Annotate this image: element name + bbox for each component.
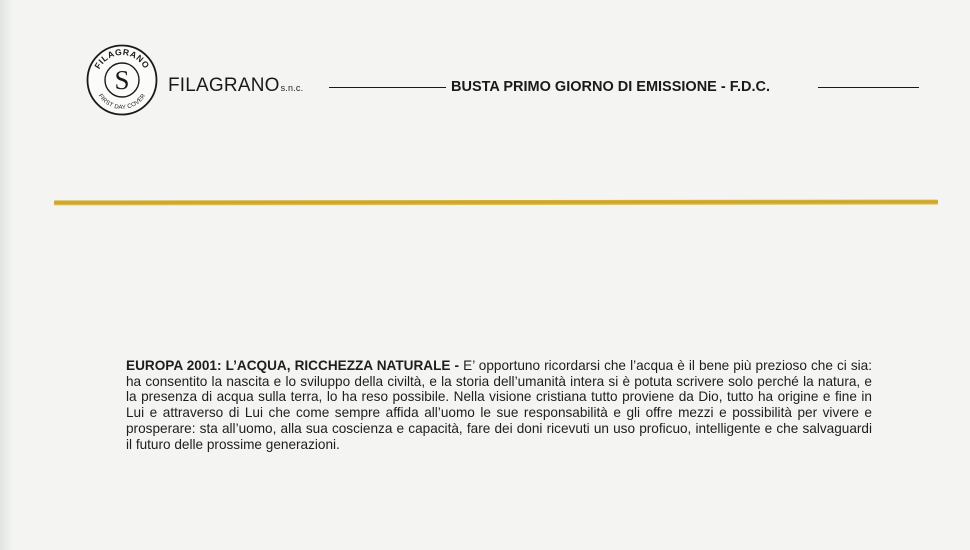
gold-divider-line (54, 200, 938, 206)
brand-name (168, 75, 303, 97)
envelope-left-edge (0, 0, 14, 550)
brand-suffix: s.n.c. (280, 83, 304, 93)
description-text: E’ opportuno ricordarsi che l’acqua è il bene più prezioso che ci sia: ha consentito la nascita e lo sviluppo della civiltà, e la storia dell’umanità intera si è potuta scrivere solo perché la natura, e la presenza di acqua sulla terra, lo ha reso possibile. Nella visione cristiana tutto proviene da Dio, tutto ha origine e fine in Lui e attraverso di Lui che come sempre affida all’uomo le sue responsabilità e gli offre mezzi e possibilità per vivere e prosperare: sta all’uomo, alla sua coscienza e capacità, fare dei doni ricevuti un uso proficuo, intelligente e che salvaguardi il futuro delle prossime generazioni. (126, 358, 873, 452)
header-rule-left (329, 87, 446, 88)
seal-top-text: FILAGRANO (92, 46, 152, 71)
envelope-header (86, 44, 926, 124)
description-paragraph (126, 358, 872, 452)
header-rule-right (818, 87, 919, 88)
seal-bottom-text: FIRST DAY COVER (96, 93, 148, 112)
filagrano-seal-logo (86, 44, 158, 116)
seal-center-letter: S (114, 65, 130, 95)
description-heading: EUROPA 2001: L’ACQUA, RICCHEZZA NATURALE - (126, 358, 460, 373)
brand-name-text: FILAGRANO (168, 75, 280, 96)
fdc-title: BUSTA PRIMO GIORNO DI EMISSIONE - F.D.C. (451, 79, 771, 95)
